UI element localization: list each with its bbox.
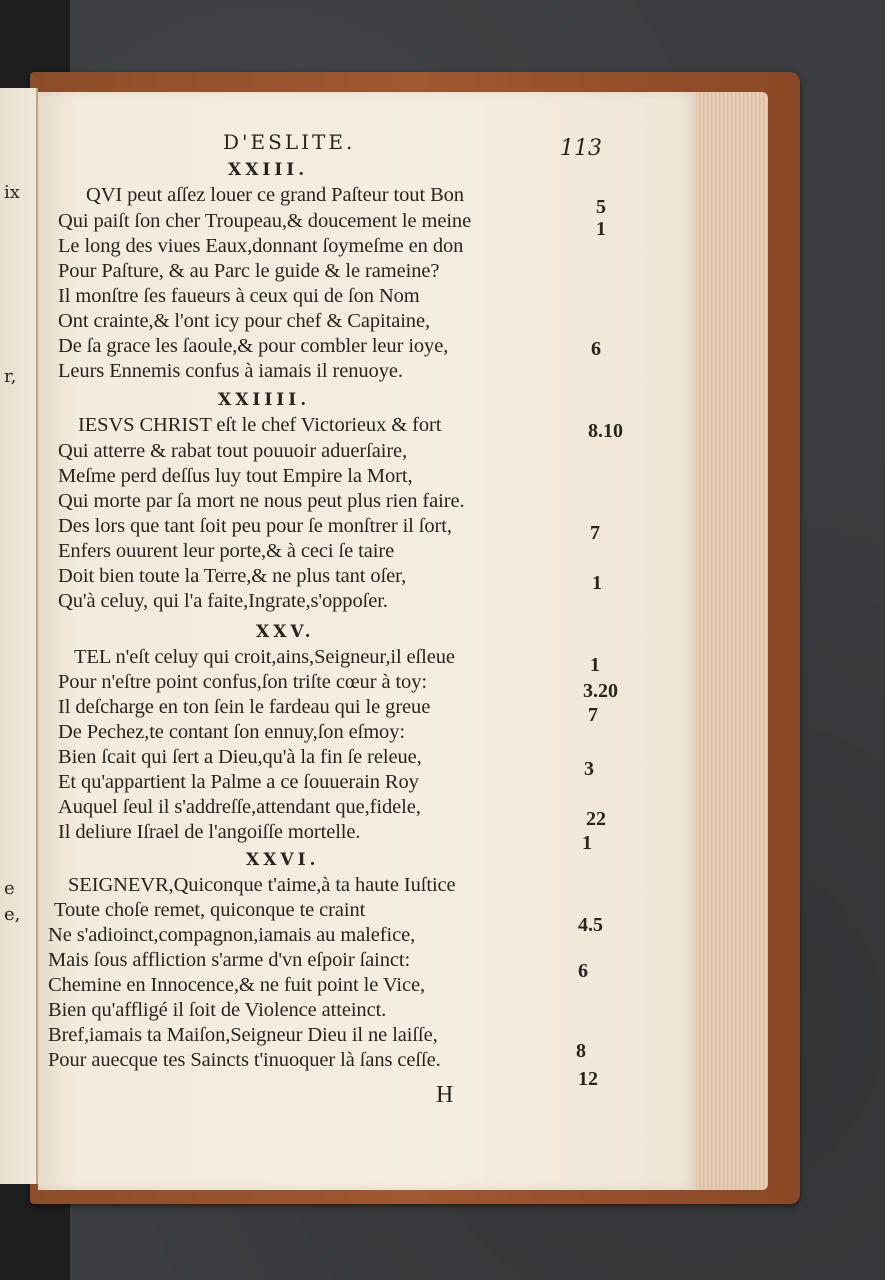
verse-line: IESVS CHRIST eſt le chef Victorieux & fort	[78, 414, 442, 436]
scripture-ref: 6	[578, 960, 588, 982]
verse-line: Meſme perd deſſus luy tout Empire la Mort,	[58, 465, 413, 487]
scripture-ref: 3.20	[583, 680, 618, 702]
left-page-mark: r,	[4, 366, 17, 387]
verse-line: TEL n'eſt celuy qui croit,ains,Seigneur,il eſleue	[74, 646, 455, 668]
page-number: 113	[560, 136, 602, 161]
scripture-ref: 3	[584, 758, 594, 780]
verse-line: Qui paiſt ſon cher Troupeau,& doucement le meine	[58, 210, 472, 232]
scripture-ref: 4.5	[578, 914, 603, 936]
verse-line: Doit bien toute la Terre,& ne plus tant oſer,	[58, 565, 407, 587]
scripture-ref: 1	[590, 654, 600, 676]
verse-line: De Pechez,te contant ſon ennuy,ſon eſmoy:	[58, 721, 405, 743]
verse-line: Il deſcharge en ton ſein le fardeau qui le greue	[58, 696, 431, 718]
left-page-mark: e	[4, 878, 15, 899]
scripture-ref: 8.10	[588, 420, 623, 442]
left-page-mark: e,	[4, 904, 21, 925]
verse-line: Toute choſe remet, quiconque te craint	[54, 899, 366, 921]
verse-line: De ſa grace les ſaoule,& pour combler leur ioye,	[58, 335, 449, 357]
scripture-ref: 6	[591, 338, 601, 360]
verse-line: Enfers ouurent leur porte,& à ceci ſe taire	[58, 540, 395, 562]
scripture-ref: 7	[590, 522, 600, 544]
verse-line: Chemine en Innocence,& ne fuit point le Vice,	[48, 974, 426, 996]
verse-line: Des lors que tant ſoit peu pour ſe monſtrer il ſort,	[58, 515, 452, 537]
verse-line: Pour Paſture, & au Parc le guide & le rameine?	[58, 260, 440, 282]
verse-line: Qui morte par ſa mort ne nous peut plus rien faire.	[58, 490, 465, 512]
running-head: D'ESLITE.	[223, 130, 356, 154]
verse-line: QVI peut aſſez louer ce grand Paſteur tout Bon	[86, 184, 464, 206]
scripture-ref: 12	[578, 1068, 598, 1090]
section-number: XXVI.	[246, 850, 320, 870]
left-page-mark: ix	[4, 182, 20, 203]
verse-line: Ne s'adioinct,compagnon,iamais au malefice,	[48, 924, 416, 946]
section-number: XXV.	[256, 622, 315, 642]
verse-line: Qu'à celuy, qui l'a faite,Ingrate,s'oppoſer.	[58, 590, 388, 612]
book-page	[38, 92, 696, 1190]
verse-line: Il monſtre ſes faueurs à ceux qui de ſon Nom	[58, 285, 420, 307]
scripture-ref: 1	[582, 832, 592, 854]
scripture-ref: 1	[596, 218, 606, 240]
verse-line: Pour auecque tes Saincts t'inuoquer là ſans ceſſe.	[48, 1049, 441, 1071]
verse-line: SEIGNEVR,Quiconque t'aime,à ta haute Iuſtice	[68, 874, 456, 896]
verse-line: Bien qu'affligé il ſoit de Violence atteinct.	[48, 999, 387, 1021]
scripture-ref: 8	[576, 1040, 586, 1062]
previous-page-edge	[0, 88, 38, 1184]
verse-line: Et qu'appartient la Palme a ce ſouuerain Roy	[58, 771, 419, 793]
verse-line: Il deliure Iſrael de l'angoiſſe mortelle.	[58, 821, 361, 843]
section-number: XXIIII.	[218, 390, 311, 410]
verse-line: Pour n'eſtre point confus,ſon triſte cœur à toy:	[58, 671, 427, 693]
verse-line: Ont crainte,& l'ont icy pour chef & Capitaine,	[58, 310, 430, 332]
scripture-ref: 22	[586, 808, 606, 830]
verse-line: Mais ſous affliction s'arme d'vn eſpoir ſainct:	[48, 949, 411, 971]
verse-line: Bref,iamais ta Maiſon,Seigneur Dieu il ne laiſſe,	[48, 1024, 438, 1046]
page-edges	[690, 92, 768, 1190]
verse-line: Leurs Ennemis confus à iamais il renuoye.	[58, 360, 403, 382]
verse-line: Qui atterre & rabat tout pouuoir aduerſaire,	[58, 440, 408, 462]
scripture-ref: 7	[588, 704, 598, 726]
verse-line: Auquel ſeul il s'addreſſe,attendant que,fidele,	[58, 796, 421, 818]
signature-mark: H	[436, 1082, 454, 1108]
scripture-ref: 1	[592, 572, 602, 594]
verse-line: Le long des viues Eaux,donnant ſoymeſme en don	[58, 235, 464, 257]
section-number: XXIII.	[228, 160, 309, 180]
scripture-ref: 5	[596, 196, 606, 218]
verse-line: Bien ſcait qui ſert a Dieu,qu'à la fin ſe releue,	[58, 746, 422, 768]
